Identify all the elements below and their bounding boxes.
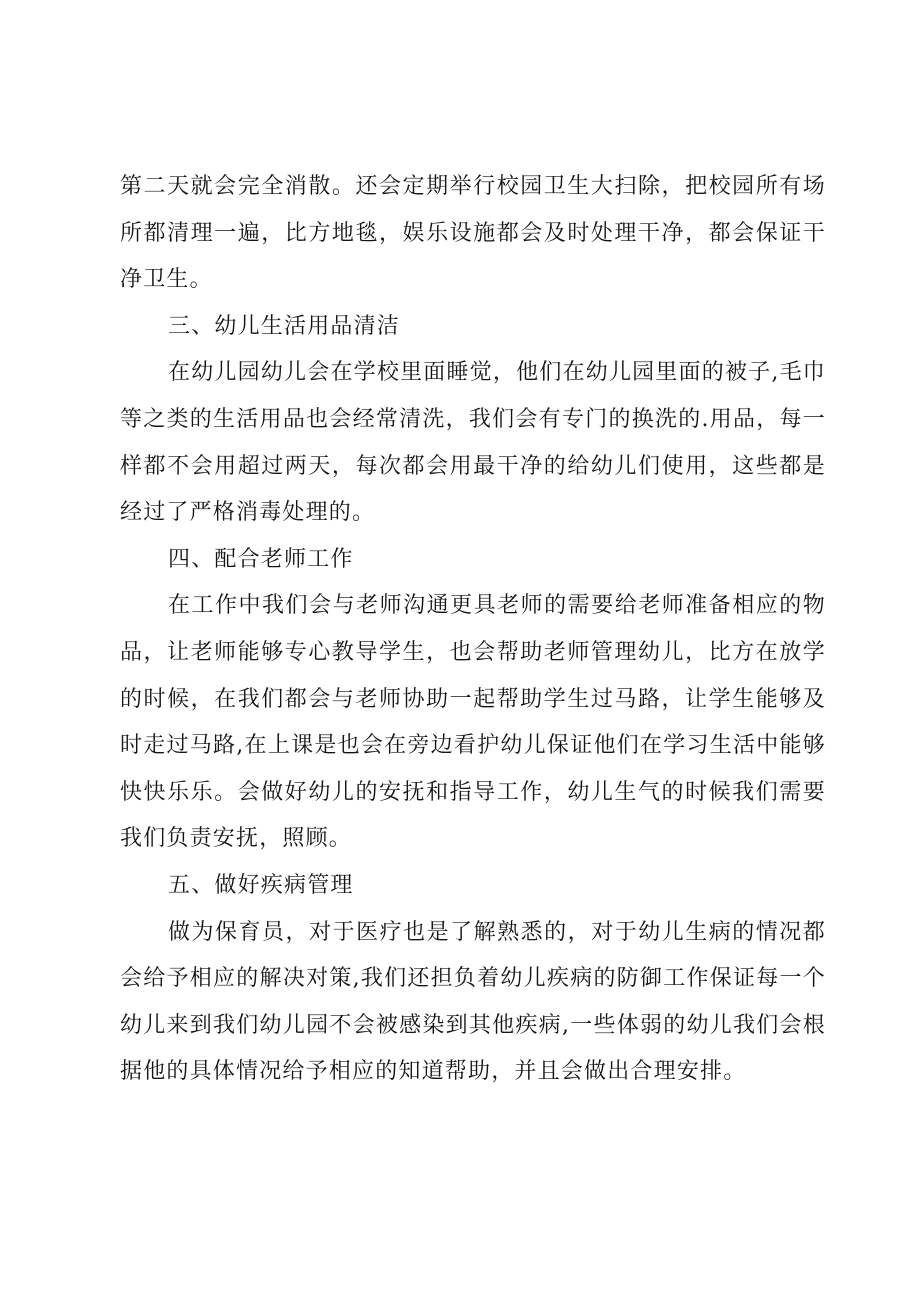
section-heading-4: 四、配合老师工作 [168, 546, 354, 572]
section-heading-5: 五、做好疾病管理 [168, 872, 354, 898]
document-body [120, 164, 826, 1096]
paragraph-section-4: 在工作中我们会与老师沟通更具老师的需要给老师准备相应的物品，让老师能够专心教导学生，也会帮助老师管理幼儿，比方在放学的时候，在我们都会与老师协助一起帮助学生过马路，让学生能够及时走过马路,在上课是也会在旁边看护幼儿保证他们在学习生活中能够快快乐乐。会做好幼儿的安抚和指导工作，幼儿生气的时候我们需要我们负责安抚，照顾。 [120, 593, 826, 852]
paragraph-section-5: 做为保育员，对于医疗也是了解熟悉的，对于幼儿生病的情况都会给予相应的解决对策,我们还担负着幼儿疾病的防御工作保证每一个幼儿来到我们幼儿园不会被感染到其他疾病,一些体弱的幼儿我们会根据他的具体情况给予相应的知道帮助，并且会做出合理安排。 [120, 919, 826, 1085]
paragraph-section-3: 在幼儿园幼儿会在学校里面睡觉，他们在幼儿园里面的被子,毛巾等之类的生活用品也会经常清洗，我们会有专门的换洗的.用品，每一样都不会用超过两天，每次都会用最干净的给幼儿们使用，这些都是经过了严格消毒处理的。 [120, 360, 826, 526]
paragraph-continued: 第二天就会完全消散。还会定期举行校园卫生大扫除，把校园所有场所都清理一遍，比方地毯，娱乐设施都会及时处理干净，都会保证干净卫生。 [120, 174, 826, 293]
section-heading-3: 三、幼儿生活用品清洁 [168, 313, 401, 339]
